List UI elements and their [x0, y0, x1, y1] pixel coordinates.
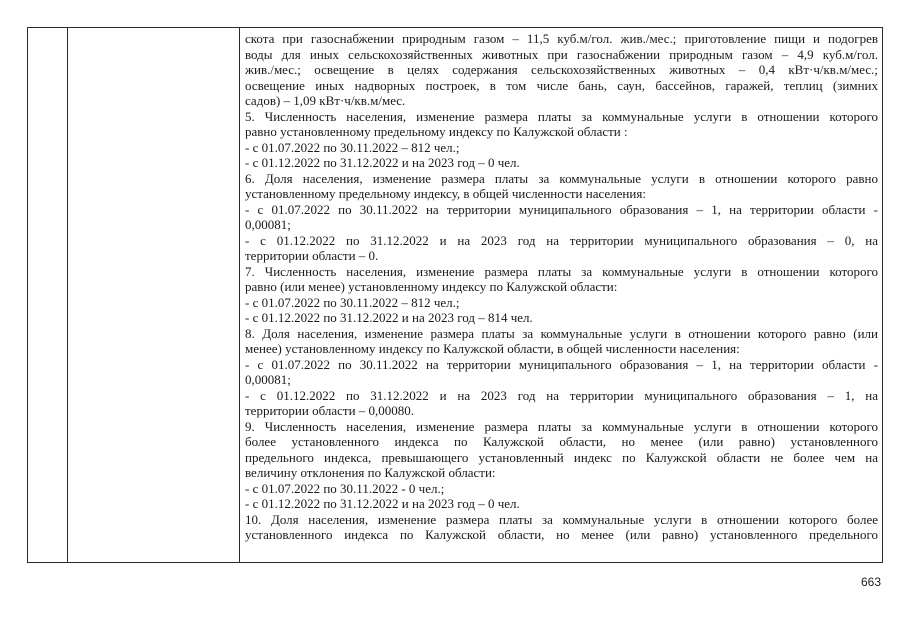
table-cell-text: [245, 31, 878, 543]
text-line: территории области – 0,00080.: [245, 403, 415, 418]
text-line: - с 01.07.2022 по 30.11.2022 – 812 чел.;: [245, 294, 460, 310]
column-divider: [239, 28, 240, 562]
text-line: - с 01.07.2022 по 30.11.2022 на территории муниципального образования – 1, на территории области -: [245, 356, 878, 372]
text-line: 0,00081;: [245, 372, 291, 387]
text-line: 6. Доля населения, изменение размера платы за коммунальные услуги в отношении которого равно: [245, 170, 878, 186]
text-line: скота при газоснабжении природным газом – 11,5 куб.м/гол. жив./мес.; приготовление пищи и подогрев: [245, 31, 878, 46]
text-line: - с 01.12.2022 по 31.12.2022 и на 2023 год – 0 чел.: [245, 155, 520, 170]
text-line: 7. Численность населения, изменение размера платы за коммунальные услуги в отношении которого: [245, 263, 878, 279]
text-line: более установленного индекса по Калужской области, но менее (или равно) установленного: [245, 434, 878, 449]
text-line: жив./мес.; освещение в целях содержания сельскохозяйственных животных – 0,4 кВт·ч/кв.м/мес.;: [245, 62, 878, 77]
text-line: менее) установленному индексу по Калужской области, в общей численности населения:: [245, 341, 740, 356]
document-table: [27, 27, 883, 563]
page-number: 663: [861, 575, 882, 589]
text-line: - с 01.12.2022 по 31.12.2022 и на 2023 год – 814 чел.: [245, 310, 533, 325]
text-line: величину отклонения по Калужской области:: [245, 465, 496, 480]
text-line: - с 01.12.2022 по 31.12.2022 и на 2023 год на территории муниципального образования – 0, на: [245, 232, 878, 248]
text-line: установленного индекса по Калужской области, но менее (или равно) установленного предельного: [245, 527, 878, 542]
text-line: - с 01.07.2022 по 30.11.2022 на территории муниципального образования – 1, на территории области -: [245, 201, 878, 217]
text-line: предельного индекса, превышающего установленный индекс по Калужской области не более чем на: [245, 449, 878, 465]
column-divider: [67, 28, 68, 562]
text-line: 5. Численность населения, изменение размера платы за коммунальные услуги в отношении которого: [245, 108, 878, 124]
text-line: 9. Численность населения, изменение размера платы за коммунальные услуги в отношении которого: [245, 418, 878, 434]
text-line: освещение иных надворных построек, в том числе бань, саун, бассейнов, гаражей, теплиц (зимних: [245, 77, 878, 93]
text-line: - с 01.12.2022 по 31.12.2022 и на 2023 год на территории муниципального образования – 1, на: [245, 387, 878, 403]
text-line: территории области – 0.: [245, 248, 379, 263]
text-line: установленному предельному индексу, в общей численности населения:: [245, 186, 646, 201]
text-line: 8. Доля населения, изменение размера платы за коммунальные услуги в отношении которого равно (или: [245, 325, 878, 341]
text-line: равно установленному предельному индексу по Калужской области :: [245, 124, 628, 139]
text-line: - с 01.07.2022 по 30.11.2022 - 0 чел.;: [245, 480, 445, 496]
text-line: равно (или менее) установленному индексу по Калужской области:: [245, 279, 618, 294]
text-line: 10. Доля населения, изменение размера платы за коммунальные услуги в отношении которого более: [245, 511, 878, 527]
text-line: садов) – 1,09 кВт·ч/кв.м/мес.: [245, 93, 406, 108]
text-line: воды для иных сельскохозяйственных животных при газоснабжении природным газом – 4,9 куб.м/гол.: [245, 46, 878, 62]
text-line: - с 01.07.2022 по 30.11.2022 – 812 чел.;: [245, 139, 460, 155]
text-line: 0,00081;: [245, 217, 291, 232]
text-line: - с 01.12.2022 по 31.12.2022 и на 2023 год – 0 чел.: [245, 496, 520, 511]
